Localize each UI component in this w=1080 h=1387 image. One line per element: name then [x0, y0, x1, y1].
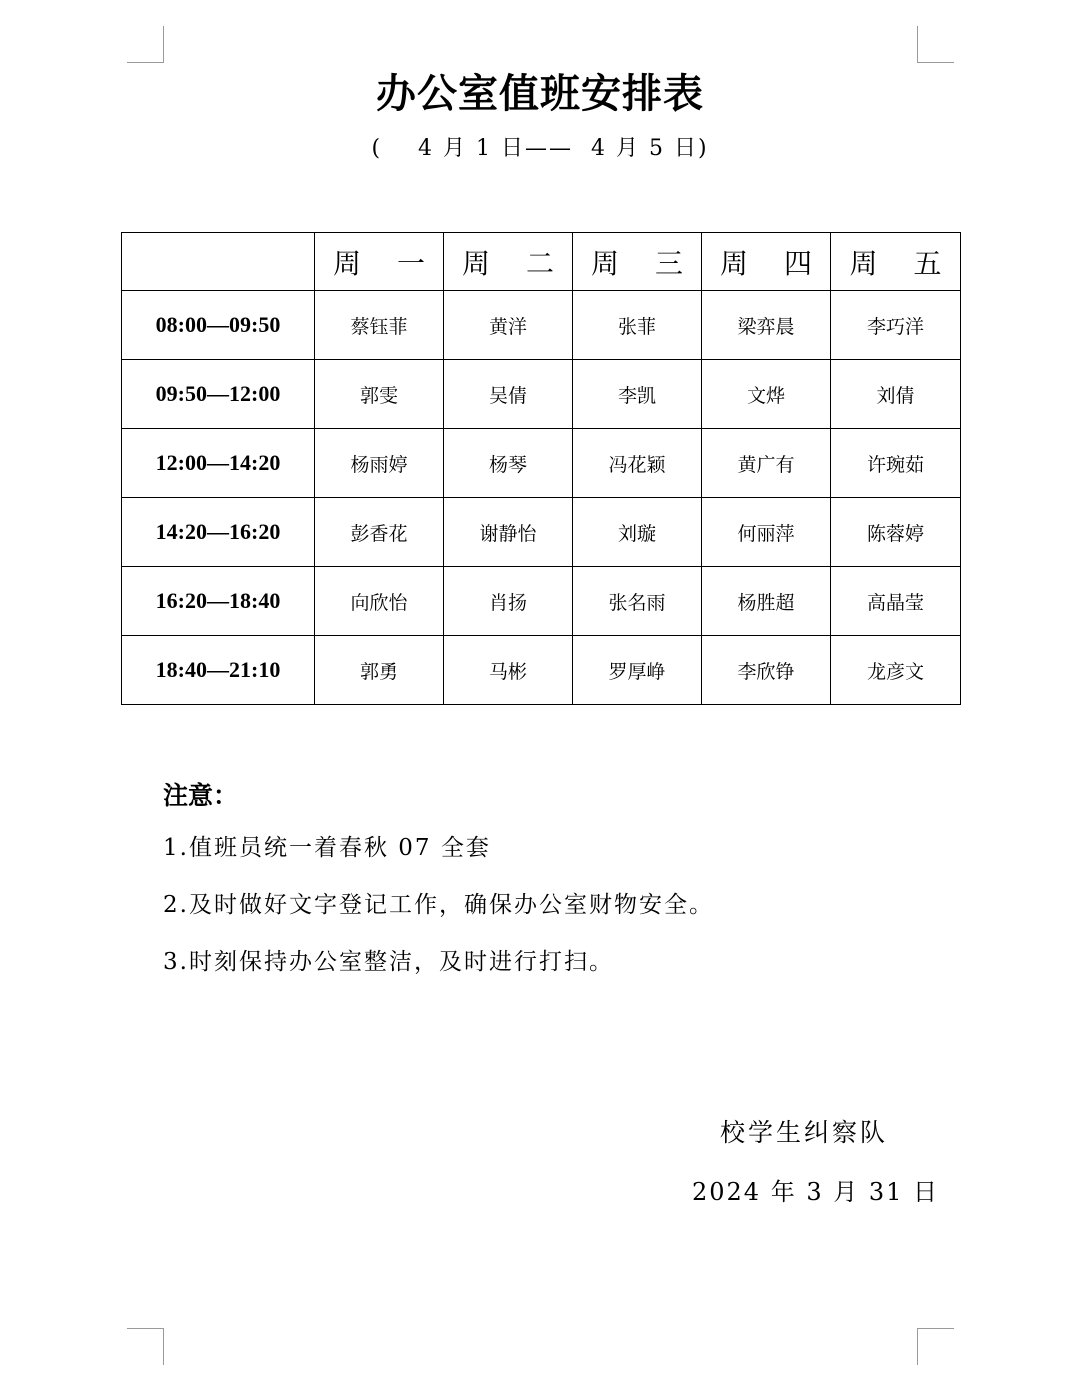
signature-organization: 校学生纠察队: [720, 1118, 889, 1147]
duty-name-cell: 刘璇: [573, 498, 702, 567]
duty-name-cell: 刘倩: [831, 360, 961, 429]
duty-name-cell: 杨胜超: [702, 567, 831, 636]
duty-name-cell: 肖扬: [444, 567, 573, 636]
duty-name-cell: 陈蓉婷: [831, 498, 961, 567]
time-slot-cell: 16:20—18:40: [122, 567, 315, 636]
crop-mark-bottom-right: [917, 1328, 954, 1365]
duty-name-cell: 文烨: [702, 360, 831, 429]
duty-name-cell: 郭勇: [315, 636, 444, 705]
duty-name-cell: 向欣怡: [315, 567, 444, 636]
crop-mark-bottom-left: [127, 1328, 164, 1365]
duty-name-cell: 李巧洋: [831, 291, 961, 360]
duty-name-cell: 马彬: [444, 636, 573, 705]
duty-name-cell: 张菲: [573, 291, 702, 360]
duty-name-cell: 蔡钰菲: [315, 291, 444, 360]
duty-name-cell: 张名雨: [573, 567, 702, 636]
time-slot-cell: 08:00—09:50: [122, 291, 315, 360]
table-row: [122, 567, 961, 636]
note-item: 3.时刻保持办公室整洁，及时进行打扫。: [163, 949, 614, 975]
table-row: [122, 360, 961, 429]
duty-name-cell: 郭雯: [315, 360, 444, 429]
day-header-monday: 周 一: [315, 233, 444, 291]
time-slot-cell: 14:20—16:20: [122, 498, 315, 567]
crop-mark-top-right: [917, 26, 954, 63]
duty-name-cell: 李凯: [573, 360, 702, 429]
duty-name-cell: 高晶莹: [831, 567, 961, 636]
table-row: [122, 636, 961, 705]
time-slot-cell: 12:00—14:20: [122, 429, 315, 498]
day-header-wednesday: 周 三: [573, 233, 702, 291]
time-slot-cell: 18:40—21:10: [122, 636, 315, 705]
duty-name-cell: 黄广有: [702, 429, 831, 498]
duty-name-cell: 吴倩: [444, 360, 573, 429]
duty-name-cell: 龙彦文: [831, 636, 961, 705]
duty-name-cell: 杨雨婷: [315, 429, 444, 498]
day-header-friday: 周 五: [831, 233, 961, 291]
duty-name-cell: 梁弈晨: [702, 291, 831, 360]
duty-name-cell: 李欣铮: [702, 636, 831, 705]
duty-name-cell: 冯花颖: [573, 429, 702, 498]
duty-name-cell: 何丽萍: [702, 498, 831, 567]
page-title: 办公室值班安排表: [376, 71, 704, 117]
duty-name-cell: 彭香花: [315, 498, 444, 567]
notes-heading: 注意：: [163, 781, 239, 810]
crop-mark-top-left: [127, 26, 164, 63]
duty-name-cell: 谢静怡: [444, 498, 573, 567]
duty-name-cell: 黄洋: [444, 291, 573, 360]
day-header-tuesday: 周 二: [444, 233, 573, 291]
header-corner-cell: [122, 233, 315, 291]
duty-name-cell: 罗厚峥: [573, 636, 702, 705]
table-row: [122, 291, 961, 360]
time-slot-cell: 09:50—12:00: [122, 360, 315, 429]
table-row: [122, 429, 961, 498]
note-item: 1.值班员统一着春秋 07 全套: [163, 835, 491, 861]
date-range: ( 4 月 1 日—— 4 月 5 日): [371, 136, 709, 161]
signature-date: 2024 年 3 月 31 日: [692, 1178, 940, 1206]
table-row: [122, 498, 961, 567]
duty-name-cell: 许琬茹: [831, 429, 961, 498]
duty-schedule-table: [121, 232, 961, 705]
duty-name-cell: 杨琴: [444, 429, 573, 498]
notes-section: [163, 776, 714, 997]
table-header-row: [122, 233, 961, 291]
day-header-thursday: 周 四: [702, 233, 831, 291]
note-item: 2.及时做好文字登记工作，确保办公室财物安全。: [163, 892, 714, 918]
